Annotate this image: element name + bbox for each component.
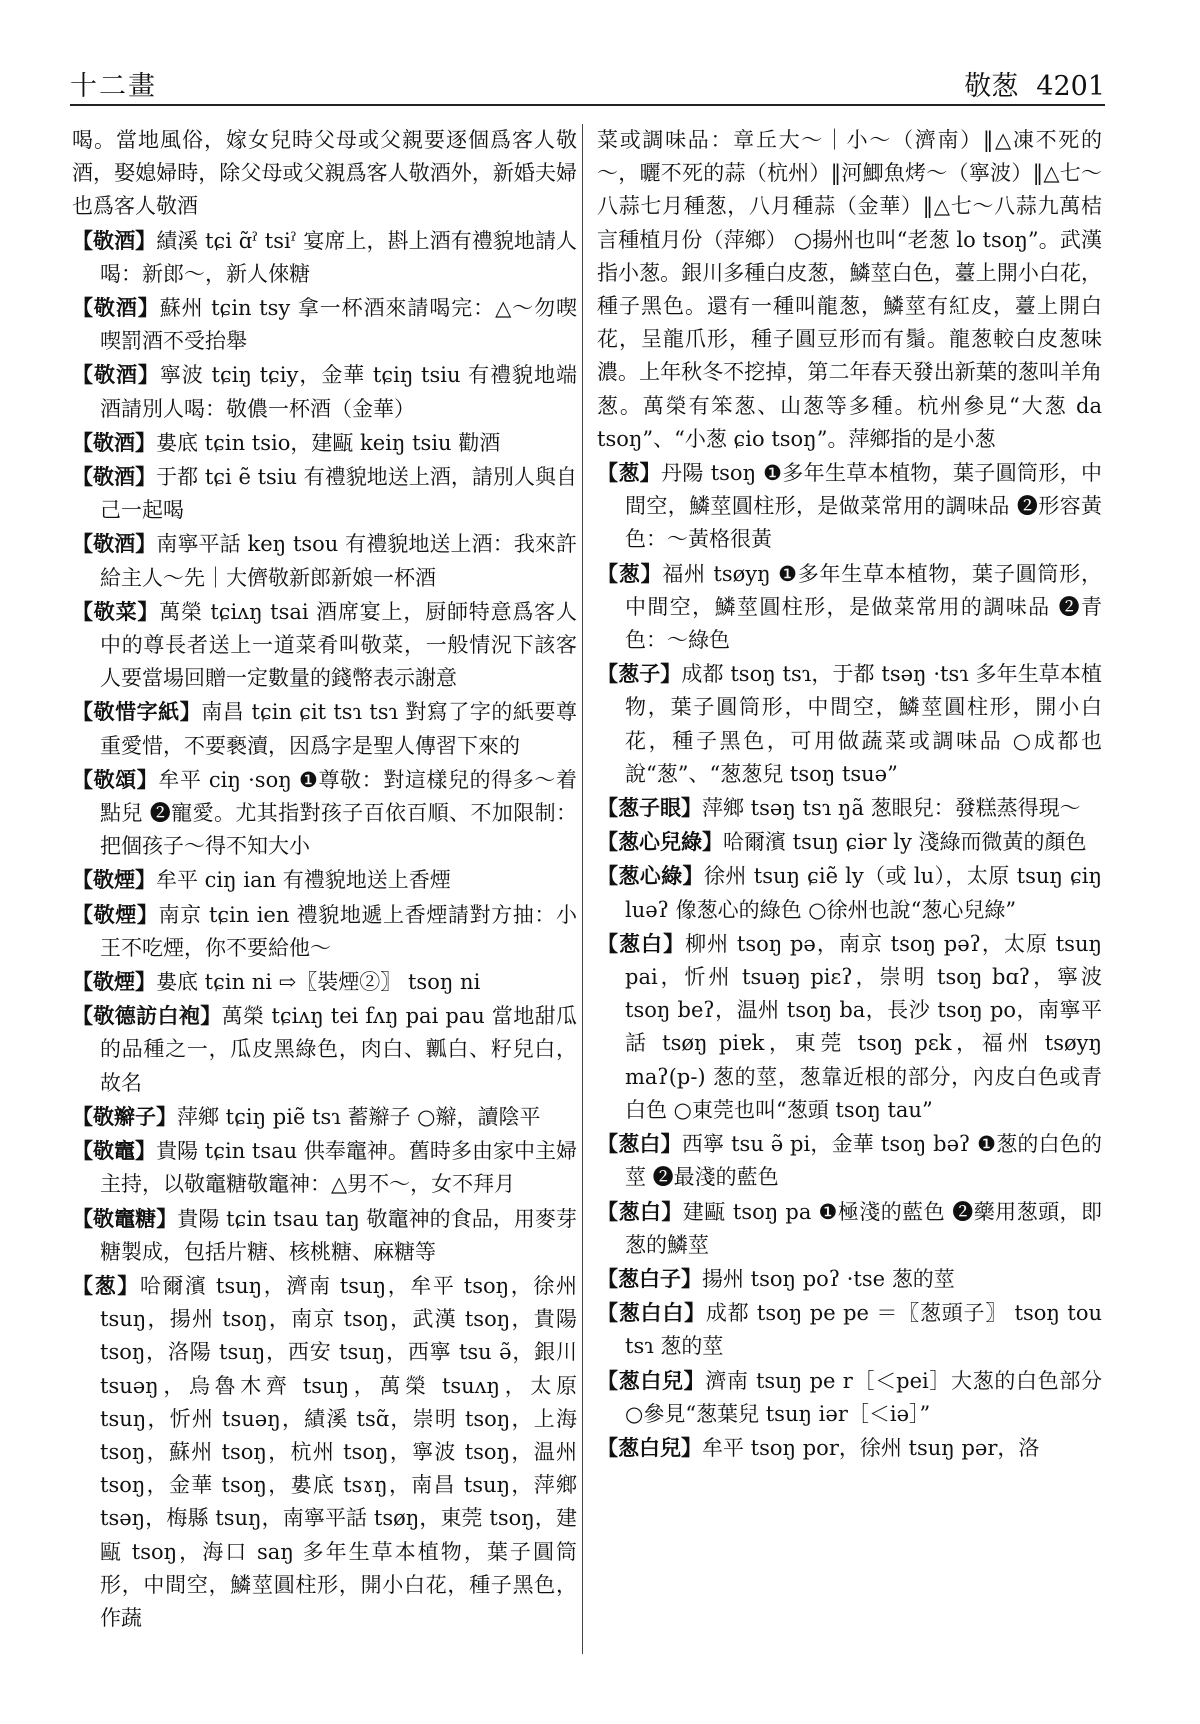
entry-headword: 【葱白】: [597, 930, 686, 956]
right-column: [597, 124, 1102, 1465]
dictionary-entry: [597, 1364, 1102, 1431]
entry-headword: 【敬菜】: [72, 598, 160, 624]
entry-headword: 【敬酒】: [72, 362, 160, 388]
entry-text: 建甌 tsoŋ pa ❶極淺的藍色 ❷藥用葱頭，即葱的鱗莖: [625, 1199, 1103, 1257]
entry-text: 貴陽 tɕin tsau taŋ 敬竈神的食品，用麥芽糖製成，包括片糖、核桃糖、麻糖等: [100, 1206, 577, 1264]
entry-text: 牟平 ciŋ ·soŋ ❶尊敬：對這樣兒的得多～着點兒 ❷寵愛。尤其指對孩子百依百順、不加限制：把個孩子～得不知大小: [100, 767, 577, 859]
entry-headword: 【敬辮子】: [72, 1103, 177, 1129]
entry-headword: 【敬酒】: [72, 464, 157, 490]
entry-headword: 【敬酒】: [72, 295, 160, 321]
entry-headword: 【敬煙】: [72, 901, 159, 927]
dictionary-entry: [597, 1195, 1102, 1262]
entry-headword: 【葱白兒】: [597, 1434, 702, 1460]
running-headword: 敬葱: [964, 71, 1019, 102]
entry-text: 哈爾濱 tsuŋ ɕiər ly 淺綠而微黃的顏色: [723, 830, 1087, 855]
left-column: [72, 124, 577, 1635]
entry-text: 徐州 tsuŋ ɕiẽ ly（或 lu），太原 tsuŋ ɕiŋ luəʔ 像葱心的綠色 ○徐州也說“葱心兒綠”: [625, 864, 1103, 922]
dictionary-entry: [72, 1100, 577, 1134]
dictionary-entry: [72, 124, 577, 224]
entry-headword: 【敬酒】: [72, 429, 156, 455]
entry-headword: 【敬煙】: [72, 969, 156, 995]
dictionary-entry: [72, 595, 577, 696]
entry-headword: 【葱】: [72, 1272, 140, 1298]
entry-text: 牟平 tsoŋ por，徐州 tsuŋ pər，洛: [702, 1435, 1040, 1460]
entry-text: 濟南 tsuŋ pe r［＜pei］大葱的白色部分 ○參見“葱葉兒 tsuŋ iər［＜iə］”: [625, 1368, 1103, 1426]
dictionary-entry: [597, 657, 1102, 791]
entry-headword: 【葱白】: [597, 1131, 682, 1157]
dictionary-entry: [72, 1202, 577, 1269]
entry-text: 喝。當地風俗，嫁女兒時父母或父親要逐個爲客人敬酒，娶媳婦時，除父母或父親爲客人敬酒外，新婚夫婦也爲客人敬酒: [72, 128, 577, 219]
dictionary-entry: [597, 1127, 1102, 1194]
dictionary-entry: [72, 527, 577, 594]
dictionary-entry: [597, 825, 1102, 859]
column-divider: [582, 124, 583, 1654]
entry-headword: 【敬德訪白袍】: [72, 1003, 222, 1029]
entry-headword: 【敬酒】: [72, 227, 157, 253]
dictionary-entry: [72, 1134, 577, 1201]
entry-text: 萬榮 tɕiʌŋ tsai 酒席宴上，厨師特意爲客人中的尊長者送上一道菜肴叫敬菜，一般情況下該客人要當場回贈一定數量的錢幣表示謝意: [100, 599, 577, 691]
entry-headword: 【葱白子】: [597, 1265, 702, 1291]
dictionary-entry: [597, 1431, 1102, 1465]
entry-headword: 【葱】: [597, 460, 662, 486]
entry-headword: 【葱白白】: [597, 1300, 706, 1326]
entry-headword: 【葱】: [597, 560, 663, 586]
entry-text: 寧波 tɕiŋ tɕiy，金華 tɕiŋ tsiu 有禮貌地端酒請別人喝：敬儂一杯酒（金華）: [100, 363, 578, 421]
entry-text: 福州 tsøyŋ ❶多年生草本植物，葉子圓筒形，中間空，鱗莖圓柱形，是做菜常用的調味品 ❷青色：～綠色: [625, 561, 1102, 653]
entry-text: 哈爾濱 tsuŋ，濟南 tsuŋ，牟平 tsoŋ，徐州 tsuŋ，揚州 tsoŋ，南京 tsoŋ，武漢 tsoŋ，貴陽 tsoŋ，洛陽 tsuŋ，西安 tsuŋ，西寧 tsu ə̃，銀川 tsuəŋ，烏魯木齊 tsuŋ，萬榮 tsuʌŋ，太原 tsuŋ，忻州 tsuəŋ，績溪 tsɑ̃，崇明 tsoŋ，上海 tsoŋ，蘇州 tsoŋ，杭州 tsoŋ，寧波 tsoŋ，温州 tsoŋ，金華 tsoŋ，婁底 tsɤŋ，南昌 tsuŋ，萍鄉 tsəŋ，梅縣 tsuŋ，南寧平話 tsøŋ，東莞 tsoŋ，建甌 tsoŋ，海口 saŋ 多年生草本植物，葉子圓筒形，中間空，鱗莖圓柱形，開小白花，種子黑色，作蔬: [100, 1273, 577, 1630]
entry-headword: 【葱白】: [597, 1198, 683, 1224]
entry-text: 婁底 tɕin tsio，建甌 keiŋ tsiu 勸酒: [156, 430, 501, 455]
dictionary-entry: [72, 965, 577, 999]
dictionary-entry: [597, 791, 1102, 825]
dictionary-entry: [72, 460, 577, 527]
dictionary-entry: [72, 358, 577, 425]
page-header: [70, 58, 1105, 106]
entry-text: 柳州 tsoŋ pə，南京 tsoŋ pəʔ，太原 tsuŋ pai，忻州 tsuəŋ piɛʔ，崇明 tsoŋ bɑʔ，寧波 tsoŋ beʔ，温州 tsoŋ ba，長沙 tsoŋ po，南寧平話 tsøŋ piɐk，東莞 tsoŋ pɛk，福州 tsøyŋ maʔ(p-) 葱的莖，葱靠近根的部分，內皮白色或青白色 ○東莞也叫“葱頭 tsoŋ tau”: [625, 931, 1102, 1122]
dictionary-entry: [597, 456, 1102, 557]
entry-headword: 【敬酒】: [72, 531, 157, 557]
dictionary-entry: [72, 898, 577, 965]
entry-text: 西寧 tsu ə̃ pi，金華 tsoŋ bəʔ ❶葱的白色的莖 ❷最淺的藍色: [625, 1132, 1103, 1190]
entry-text: 揚州 tsoŋ poʔ ·tse 葱的莖: [702, 1266, 955, 1291]
section-label: 十二畫: [70, 71, 157, 102]
entry-headword: 【敬頌】: [72, 766, 159, 792]
entry-text: 萬榮 tɕiʌŋ tei fʌŋ pai pau 當地甜瓜的品種之一，瓜皮黑綠色，肉白、瓤白、籽兒白，故名: [100, 1004, 577, 1095]
dictionary-entry: [597, 1296, 1102, 1363]
entry-headword: 【敬竈】: [72, 1138, 157, 1164]
entry-text: 婁底 tɕin ni ⇨〖裝煙②〗 tsoŋ ni: [156, 970, 481, 995]
entry-text: 貴陽 tɕin tsau 供奉竈神。舊時多由家中主婦主持，以敬竈糖敬竈神：△男不～，女不拜月: [100, 1139, 578, 1197]
entry-text: 萍鄉 tsəŋ tsɿ ŋã 葱眼兒：發糕蒸得現～: [702, 796, 1081, 821]
dictionary-entry: [72, 291, 577, 358]
dictionary-entry: [597, 1262, 1102, 1296]
entry-text: 績溪 tɕi ɑ̃ˀ tsiˀ 宴席上，斟上酒有禮貌地請人喝：新郎～，新人倈糖: [100, 228, 578, 286]
dictionary-entry: [72, 224, 577, 291]
entry-text: 牟平 ciŋ ian 有禮貌地送上香煙: [156, 868, 451, 893]
entry-text: 南昌 tɕin ɕit tsɿ tsɿ 對寫了字的紙要尊重愛惜，不要褻瀆，因爲字是聖人傳習下來的: [100, 700, 577, 758]
entry-headword: 【葱子眼】: [597, 795, 702, 821]
entry-text: 于都 tɕi ẽ tsiu 有禮貌地送上酒，請別人與自己一起喝: [100, 465, 577, 523]
entry-headword: 【葱子】: [597, 661, 682, 687]
entry-text: 南寧平話 keŋ tsou 有禮貌地送上酒：我來許給主人～先｜大儕敬新郎新娘一杯酒: [100, 532, 578, 590]
entry-headword: 【葱心綠】: [597, 863, 704, 889]
dictionary-entry: [597, 927, 1102, 1127]
dictionary-entry: [72, 426, 577, 460]
page-number: 4201: [1036, 71, 1105, 102]
entry-text: 蘇州 tɕin tsy 拿一杯酒來請喝完：△～勿喫喫罰酒不受抬舉: [100, 296, 578, 354]
dictionary-entry: [597, 859, 1102, 926]
dictionary-entry: [597, 124, 1102, 456]
dictionary-entry: [72, 999, 577, 1100]
entry-headword: 【敬煙】: [72, 867, 156, 893]
dictionary-entry: [72, 763, 577, 864]
entry-text: 成都 tsoŋ tsɿ，于都 tsəŋ ·tsɿ 多年生草本植物，葉子圓筒形，中間空，鱗莖圓柱形，開小白花，種子黑色，可用做蔬菜或調味品 ○成都也說“葱”、“葱葱兒 tsoŋ tsuə”: [625, 662, 1102, 786]
entry-text: 丹陽 tsoŋ ❶多年生草本植物，葉子圓筒形，中間空，鱗莖圓柱形，是做菜常用的調味品 ❷形容黃色：～黃格很黃: [625, 461, 1102, 552]
running-head: [964, 64, 1105, 103]
entry-text: 南京 tɕin ien 禮貌地遞上香煙請對方抽：小王不吃煙，你不要給他～: [100, 902, 577, 960]
dictionary-entry: [597, 557, 1102, 658]
dictionary-entry: [72, 1269, 577, 1635]
dictionary-entry: [72, 863, 577, 897]
entry-text: 成都 tsoŋ pe pe ＝〖葱頭子〗 tsoŋ tou tsɿ 葱的莖: [625, 1301, 1102, 1359]
entry-headword: 【敬惜字紙】: [72, 699, 202, 725]
dictionary-entry: [72, 695, 577, 762]
entry-headword: 【葱心兒綠】: [597, 829, 723, 855]
entry-headword: 【敬竈糖】: [72, 1205, 178, 1231]
entry-text: 菜或調味品：章丘大～｜小～（濟南）‖△凍不死的～，曬不死的蒜（杭州）‖河鯽魚烤～（寧波）‖△七～八蒜七月種葱，八月種蒜（金華）‖△七～八蒜九萬桔言種植月份（萍鄉） ○揚州也叫“老葱 lo tsoŋ”。武漢指小葱。銀川多種白皮葱，鱗莖白色，薹上開小白花，種子黑色。還有一種叫龍葱，鱗莖有紅皮，薹上開白花，呈龍爪形，種子圓豆形而有鬚。龍葱較白皮葱味濃。上年秋冬不挖掉，第二年春天發出新葉的葱叫羊角葱。萬榮有笨葱、山葱等多種。杭州參見“大葱 da tsoŋ”、“小葱 ɕio tsoŋ”。萍鄉指的是小葱: [597, 128, 1102, 451]
entry-headword: 【葱白兒】: [597, 1367, 706, 1393]
entry-text: 萍鄉 tɕiŋ piẽ tsɿ 蓄辮子 ○辮，讀陰平: [177, 1104, 541, 1129]
